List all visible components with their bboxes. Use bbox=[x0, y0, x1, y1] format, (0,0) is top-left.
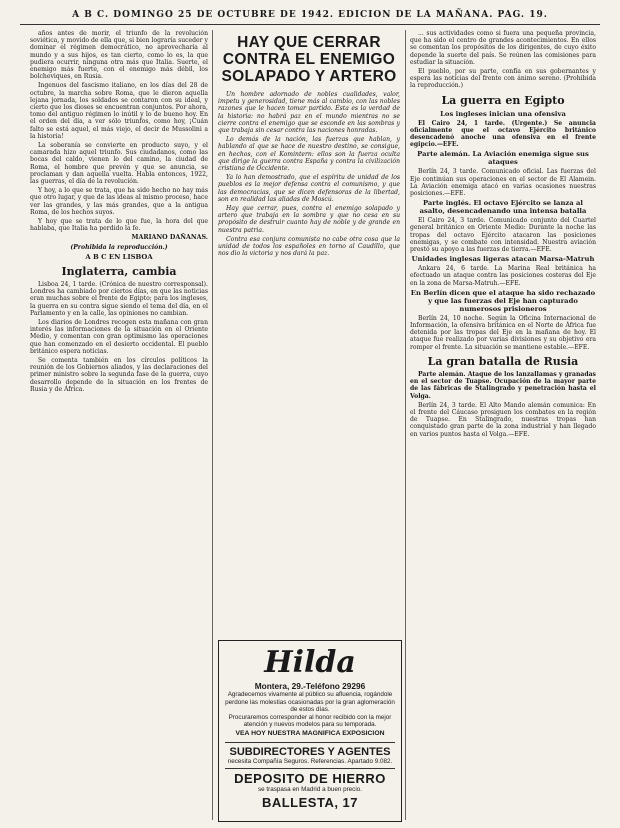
ad-iron-deposit-title: DEPOSITO DE HIERRO bbox=[234, 771, 386, 786]
paragraph: El Cairo 24, 3 tarde. Comunicado conjunto del Cuartel general británico en Oriente Medio: Durante la noche las tropas del octavo Ejército atacaron las posiciones enemigas, y se combate con intensidad. Nuestra aviación prestó su apoyo a las fuerzas de tierra.—EFE. bbox=[410, 217, 596, 254]
article-subhead: Unidades inglesas ligeras atacan Marsa-Matruh bbox=[411, 255, 595, 264]
paragraph: Los diarios de Londres recogen esta mañana con gran interés las informaciones de la situación en el Oriente Medio, y comentan con gran optimismo las operaciones que han comenzado en el desierto occidental. El pueblo británico espera noticias. bbox=[30, 318, 208, 355]
column-right bbox=[410, 30, 596, 820]
paragraph: Lo demás de la nación, las fuerzas que hablan, y hablando al que se hace de nuestro destino, se consigue, en hechos, con el Komintern: ellos son la fuerza oculta que dirige la guerra contra España y contra la civilización cristiana de Occidente. bbox=[218, 136, 400, 173]
article-headline: La gran batalla de Rusia bbox=[427, 354, 579, 368]
main-headline: HAY QUE CERRAR CONTRA EL ENEMIGO SOLAPADO Y ARTERO bbox=[221, 34, 397, 85]
paragraph: El Cairo 24, 1 tarde. (Urgente.) Se anuncia oficialmente que el octavo Ejército británico desencadenó anoche una ofensiva en el frente egipcio.—EFE. bbox=[410, 119, 596, 149]
paragraph: ... sus actividades como si fuera una pequeña provincia, que ha sido el centro de grandes acontecimientos. En ellos se comentan los propósitos de los dirigentes, de cuyo éxito depende la suerte del país. Se reúnen las comisiones para estudiar la situación. bbox=[410, 30, 596, 66]
column-center bbox=[218, 30, 400, 630]
paragraph: Berlín 24, 10 noche. Según la Oficina Internacional de Información, la ofensiva británica en el Norte de África fue detenida por las tropas del Eje en la mañana de hoy. El ataque fue realizado por varias divisiones y su objetivo era romper el frente. La situación se mantiene estable.—EFE. bbox=[410, 314, 596, 351]
advertisement bbox=[218, 640, 402, 822]
paragraph: Hay que cerrar, pues, contra el enemigo solapado y artero que trabaja en la sombra y que no cesa en su propósito de destruir cuanto hay de noble y de grande en nuestra patria. bbox=[218, 205, 400, 234]
ad-text: Procuraremos corresponder al honor recibido con la mejor atención y nuevos modelos para su temporada. bbox=[228, 713, 392, 728]
article-headline: Inglaterra, cambia bbox=[61, 264, 177, 278]
paragraph: Un hombre adornado de nobles cualidades, valor, impetu y generosidad, tiene más al cambio, con las nobles razones que le hacen tomar partido. Ésta es la verdad de la historia: no habrá paz en el mundo mientras no se cierre contra el enemigo que se esconde en las sombras y que trabaja sin cesar contra las naciones honradas. bbox=[218, 91, 400, 135]
article-subhead: En Berlín dicen que el ataque ha sido rechazado y que las fuerzas del Eje han capturado numerosos prisioneros bbox=[410, 288, 596, 313]
reproduction-note: (Prohibida la reproducción.) bbox=[70, 243, 168, 251]
paragraph: años antes de morir, el triunfo de la revolución soviética, y movido de ella que, si bien lograría suceder y dominar el régimen democrático, no aprovecharía al mundo y a sus hijos, es tan cierto, como lo es, la que pudiera ocurrir, ninguna otra más que Italia. Suerte, el enemigo más fuerte, con el enemigo más débil, los bolcheviques, en Rusia. bbox=[30, 30, 208, 81]
ad-text: se traspasa en Madrid a buen precio. bbox=[258, 786, 362, 793]
paragraph: Contra esa conjura comunista no cabe otra cosa que la unidad de todos los españoles en torno al Caudillo, que nos dio la victoria y nos dará la paz. bbox=[218, 235, 400, 258]
column-divider bbox=[212, 30, 213, 820]
hilda-logo: Hilda bbox=[264, 645, 356, 680]
paragraph: Parte alemán. Ataque de los lanzallamas y granadas en el sector de Tuapse. Ocupación de la mayor parte de las fábricas de Stalingrado y penetración hasta el Volga. bbox=[410, 370, 596, 400]
ad-street: BALLESTA, 17 bbox=[261, 794, 359, 810]
paragraph: Lisboa 24, 1 tarde. (Crónica de nuestro corresponsal). Londres ha cambiado por ciertos días, en que las noticias eran muchas sobre el frente de Egipto; para los ingleses, la guerra en su contra sigue siendo el tema del día, en el Parlamento y en la calle, las opiniones no cambian. bbox=[30, 280, 208, 317]
ad-text: necesita Compañía Seguros. Referencias. Apartado 9.082. bbox=[227, 757, 393, 765]
paragraph: Ankara 24, 6 tarde. La Marina Real británica ha efectuado un ataque contra las posiciones costeras del Eje en la zona de Marsa-Matruh.—EFE. bbox=[410, 265, 596, 287]
ad-exhibition-line: VEA HOY NUESTRA MAGNIFICA EXPOSICION bbox=[235, 729, 385, 737]
paragraph: El pueblo, por su parte, confía en sus gobernantes y espera las noticias del frente con ánimo sereno. (Prohibida la reproducción.) bbox=[410, 68, 596, 90]
article-headline: La guerra en Egipto bbox=[441, 93, 565, 107]
article-subhead: Parte inglés. El octavo Ejército se lanza al asalto, desencadenando una intensa batalla bbox=[419, 199, 587, 216]
section-subhead: A B C EN LISBOA bbox=[85, 252, 153, 261]
signature: MARIANO DAÑANAS. bbox=[131, 234, 208, 242]
article-subhead: Los ingleses inician una ofensiva bbox=[440, 109, 566, 118]
paragraph: Y hoy que se trata de lo que fue, la hora del que hablaba, que Italia ha perdido la fe. bbox=[30, 218, 208, 233]
ad-divider bbox=[225, 742, 395, 743]
paragraph: Berlín 24, 3 tarde. El Alto Mando alemán comunica: En el frente del Cáucaso prosiguen los combates en la región de Tuapse. En Stalingrado, nuestras tropas han conquistado gran parte de la zona industrial y han llegado en varios puntos hasta el Volga.—EFE. bbox=[410, 401, 596, 438]
column-left bbox=[30, 30, 208, 820]
ad-divider bbox=[225, 768, 395, 769]
page-header: A B C. DOMINGO 25 DE OCTUBRE DE 1942. EDICION DE LA MAÑANA. PAG. 19. bbox=[20, 8, 600, 25]
ad-text: Agradecemos vivamente al público su afluencia, rogándole perdone las molestias ocasionadas por la gran aglomeración de estos días. bbox=[225, 691, 395, 713]
paragraph: Y hoy, a lo que se trata, que ha sido hecho no hay más que otro lugar, y que de las ideas al mismo proceso, hace ver las grandes, y las más grandes, que a la antigua Roma, de los hechos suyos. bbox=[30, 187, 208, 216]
paragraph: Ingenuos del fascismo italiano, en los días del 28 de octubre, la marcha sobre Roma, que le dieron aquella lejana jornada, los soldados se contaron con su ideal, y cierto que los dioses se encuentran conjuntos. Por ahora, tomo del antiguo régimen lo inútil y lo de bueno hoy. En el orden del día, a ver sólo triunfos, como hoy, ¡Cuán falto se está aquel, el más viejo, el decir de Mussolini a la historia! bbox=[30, 82, 208, 140]
paragraph: Se comenta también en los círculos políticos la reunión de los Gobiernos aliados, y las declaraciones del primer ministro sobre la segunda fase de la guerra, cuyo desarrollo depende de la situación en los frentes de Rusia y de África. bbox=[30, 356, 208, 393]
ad-agents-title: SUBDIRECTORES Y AGENTES bbox=[229, 745, 391, 758]
column-divider bbox=[405, 30, 406, 820]
paragraph: Berlín 24, 3 tarde. Comunicado oficial. Las fuerzas del Eje continúan sus operaciones en el sector de El Alamein. La Aviación enemiga atacó en varias ocasiones nuestras posiciones.—EFE. bbox=[410, 168, 596, 198]
ad-address: Montera, 29.-Teléfono 29296 bbox=[254, 681, 366, 691]
article-subhead: Parte alemán. La Aviación enemiga sigue sus ataques bbox=[417, 150, 589, 167]
paragraph: La soberanía se convierte en producto suyo, y el camarada hizo aquel triunfo. Sus ciudadanos, como las bocas del caldo, vienen lo del camino, la ciudad de Roma, el hombre que prevén y que se anuncia, se proclaman y dan aquella vuelta. Habla entonces, 1922, las guerras, el día de la revolución. bbox=[30, 142, 208, 186]
paragraph: Ya lo han demostrado, que el espíritu de unidad de los pueblos es la mejor defensa contra el comunismo, y que las democracias, que se dicen defensoras de la libertad, son en realidad las aliadas de Moscú. bbox=[218, 174, 400, 203]
